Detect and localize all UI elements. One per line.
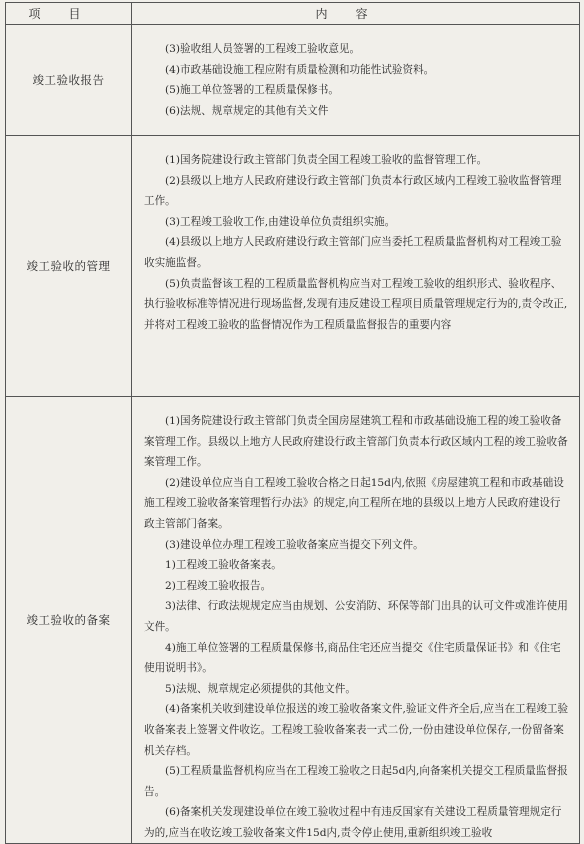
table-row [6, 136, 580, 397]
content-line: (3)验收组人员签署的工程竣工验收意见。 [165, 43, 361, 55]
content-line: (1)国务院建设行政主管部门负责全国工程竣工验收的监督管理工作。 [165, 154, 488, 166]
content-line: 4)施工单位签署的工程质量保修书,商品住宅还应当提交《住宅质量保证书》和《住宅使用说明书》。 [144, 641, 561, 675]
content-line: (4)备案机关收到建设单位报送的竣工验收备案文件,验证文件齐全后,应当在工程竣工验收备案表上签署文件收讫。工程竣工验收备案表一式二份,一份由建设单位保存,一份留备案机关存档。 [144, 703, 569, 757]
row-content-acceptance-management [132, 136, 580, 397]
table-header-row [6, 3, 580, 25]
row-label-acceptance-filing: 竣工验收的备案 [6, 397, 132, 844]
content-line: (4)县级以上地方人民政府建设行政主管部门应当委托工程质量监督机构对工程竣工验收实施监督。 [144, 236, 562, 269]
content-line: (3)工程竣工验收工作,由建设单位负责组织实施。 [165, 215, 396, 228]
content-line: (5)负责监督该工程的工程质量监督机构应当对工程竣工验收的组织形式、验收程序、执行验收标准等情况进行现场监督,发现有违反建设工程项目质量管理规定行为的,责令改正,并将对工程竣工验收的监督情况作为工程质量监督报告的重要内容 [144, 277, 568, 331]
content-line: 2)工程竣工验收报告。 [165, 579, 272, 592]
content-line: (3)建设单位办理工程竣工验收备案应当提交下列文件。 [165, 538, 424, 551]
row-label-completion-report: 竣工验收报告 [6, 25, 132, 136]
content-line: 1)工程竣工验收备案表。 [165, 559, 282, 572]
content-line: 5)法规、规章规定必须提供的其他文件。 [165, 682, 356, 695]
content-line: 3)法律、行政法规规定应当由规划、公安消防、环保等部门出具的认可文件或准许使用文件。 [144, 600, 568, 633]
content-line: (6)法规、规章规定的其他有关文件 [165, 104, 329, 117]
content-line: (2)建设单位应当自工程竣工验收合格之日起15d内,依照《房屋建筑工程和市政基础设施工程竣工验收备案管理暂行办法》的规定,向工程所在地的县级以上地方人民政府建设行政主管部门备案。 [144, 476, 564, 530]
content-line: (4)市政基础设施工程应附有质量检测和功能性试验资料。 [165, 63, 435, 76]
content-line: (1)国务院建设行政主管部门负责全国房屋建筑工程和市政基础设施工程的竣工验收备案管理工作。县级以上地方人民政府建设行政主管部门负责本行政区域内工程的竣工验收备案管理工作。 [144, 415, 568, 469]
row-content-acceptance-filing [132, 397, 580, 844]
acceptance-table [5, 2, 580, 844]
table-row [6, 25, 580, 136]
header-content: 内容 [132, 3, 580, 25]
content-line: (2)县级以上地方人民政府建设行政主管部门负责本行政区域内工程竣工验收监督管理工作。 [144, 174, 562, 208]
row-content-completion-report [132, 25, 580, 136]
content-line: (5)工程质量监督机构应当在工程竣工验收之日起5d内,向备案机关提交工程质量监督报告。 [144, 765, 568, 798]
table-row [6, 397, 580, 844]
header-item: 项目 [6, 3, 132, 25]
content-line: (6)备案机关发现建设单位在竣工验收过程中有违反国家有关建设工程质量管理规定行为的,应当在收讫竣工验收备案文件15d内,责令停止使用,重新组织竣工验收 [144, 806, 562, 839]
content-line: (5)施工单位签署的工程质量保修书。 [165, 84, 339, 97]
row-label-acceptance-management: 竣工验收的管理 [6, 136, 132, 397]
